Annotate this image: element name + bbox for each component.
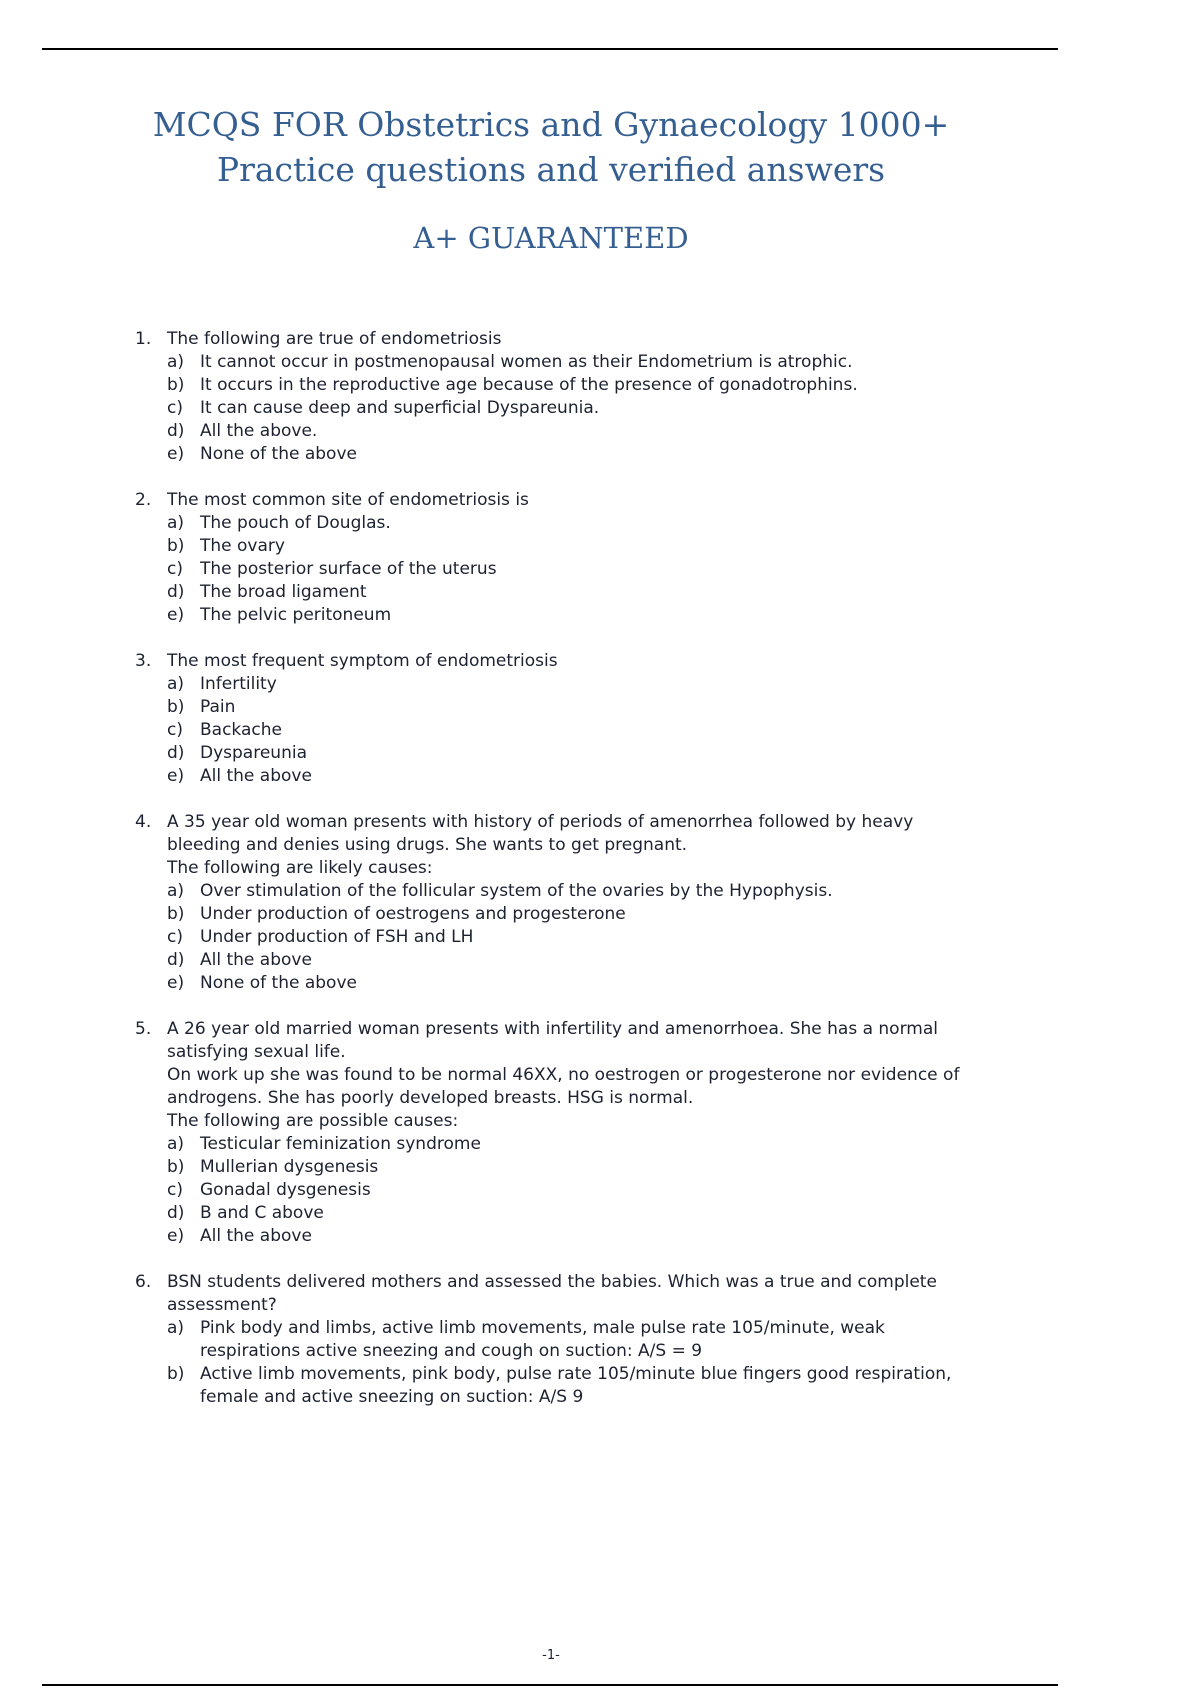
option-row bbox=[167, 903, 970, 926]
question-stem-row bbox=[135, 328, 970, 351]
option-label: b) bbox=[167, 1157, 185, 1177]
option-label: d) bbox=[167, 1203, 185, 1223]
option-row bbox=[167, 972, 970, 995]
option-text: It occurs in the reproductive age because of the presence of gonadotrophins. bbox=[200, 375, 858, 395]
option-label: b) bbox=[167, 904, 185, 924]
option-label: a) bbox=[167, 352, 185, 372]
option-row bbox=[167, 1179, 970, 1202]
option-row bbox=[167, 512, 970, 535]
option-label: a) bbox=[167, 513, 185, 533]
option-row bbox=[167, 604, 970, 627]
option-text: Active limb movements, pink body, pulse rate 105/minute blue fingers good respiration, female and active sneezing on suction: A/S 9 bbox=[200, 1364, 952, 1407]
option-row bbox=[167, 719, 970, 742]
question bbox=[135, 1018, 970, 1248]
question-stem: The following are true of endometriosis bbox=[167, 329, 502, 349]
option-row bbox=[167, 742, 970, 765]
question bbox=[135, 489, 970, 627]
option-text: Pink body and limbs, active limb movements, male pulse rate 105/minute, weak respirations active sneezing and cough on suction: A/S = 9 bbox=[200, 1318, 885, 1361]
option-row bbox=[167, 949, 970, 972]
option-text: None of the above bbox=[200, 444, 357, 464]
option-label: c) bbox=[167, 720, 183, 740]
option-label: e) bbox=[167, 973, 185, 993]
question-stem-row bbox=[135, 811, 970, 857]
option-label: a) bbox=[167, 1134, 185, 1154]
option-list bbox=[167, 880, 970, 995]
question-stem-extra: The following are possible causes: bbox=[167, 1111, 459, 1131]
option-label: e) bbox=[167, 1226, 185, 1246]
question-number: 2. bbox=[135, 490, 152, 510]
question-number: 6. bbox=[135, 1272, 152, 1292]
question-stem-row bbox=[135, 1271, 970, 1317]
option-row bbox=[167, 581, 970, 604]
question-number: 4. bbox=[135, 812, 152, 832]
option-text: Infertility bbox=[200, 674, 277, 694]
option-text: Pain bbox=[200, 697, 236, 717]
option-text: The posterior surface of the uterus bbox=[200, 559, 497, 579]
option-label: b) bbox=[167, 536, 185, 556]
question bbox=[135, 650, 970, 788]
option-label: b) bbox=[167, 697, 185, 717]
option-row bbox=[167, 765, 970, 788]
option-row bbox=[167, 420, 970, 443]
option-text: Over stimulation of the follicular system of the ovaries by the Hypophysis. bbox=[200, 881, 833, 901]
question-stem: A 26 year old married woman presents with infertility and amenorrhoea. She has a normal satisfying sexual life. bbox=[167, 1019, 938, 1062]
option-text: The pelvic peritoneum bbox=[200, 605, 392, 625]
question-stem-extra: On work up she was found to be normal 46XX, no oestrogen or progesterone nor evidence of androgens. She has poorly developed breasts. HSG is normal. bbox=[167, 1065, 960, 1108]
question-stem: A 35 year old woman presents with history of periods of amenorrhea followed by heavy bleeding and denies using drugs. She wants to get pregnant. bbox=[167, 812, 914, 855]
option-text: The ovary bbox=[200, 536, 285, 556]
option-row bbox=[167, 1317, 970, 1363]
option-row bbox=[167, 673, 970, 696]
option-text: All the above. bbox=[200, 421, 318, 441]
option-label: e) bbox=[167, 766, 185, 786]
page-number: -1- bbox=[542, 1648, 560, 1663]
option-text: Backache bbox=[200, 720, 282, 740]
option-list bbox=[167, 1317, 970, 1409]
question bbox=[135, 811, 970, 995]
option-list bbox=[167, 1133, 970, 1248]
option-label: e) bbox=[167, 605, 185, 625]
option-label: b) bbox=[167, 375, 185, 395]
option-row bbox=[167, 1225, 970, 1248]
option-row bbox=[167, 1133, 970, 1156]
option-label: c) bbox=[167, 1180, 183, 1200]
option-row bbox=[167, 1202, 970, 1225]
document-content bbox=[42, 0, 1060, 1432]
document-subtitle: A+ GUARANTEED bbox=[413, 221, 689, 255]
option-label: d) bbox=[167, 582, 185, 602]
option-text: Under production of FSH and LH bbox=[200, 927, 474, 947]
option-row bbox=[167, 535, 970, 558]
question-number: 5. bbox=[135, 1019, 152, 1039]
option-text: All the above bbox=[200, 950, 312, 970]
option-label: b) bbox=[167, 1364, 185, 1384]
question-number: 1. bbox=[135, 329, 152, 349]
option-list bbox=[167, 673, 970, 788]
option-label: a) bbox=[167, 881, 185, 901]
option-label: a) bbox=[167, 674, 185, 694]
title-line-2: Practice questions and verified answers bbox=[216, 150, 886, 189]
option-row bbox=[167, 1363, 970, 1409]
option-row bbox=[167, 696, 970, 719]
option-label: d) bbox=[167, 950, 185, 970]
option-text: None of the above bbox=[200, 973, 357, 993]
option-text: Under production of oestrogens and progesterone bbox=[200, 904, 626, 924]
question-stem-row bbox=[135, 650, 970, 673]
question-list bbox=[135, 328, 970, 1409]
option-row bbox=[167, 374, 970, 397]
option-row bbox=[167, 443, 970, 466]
option-label: d) bbox=[167, 743, 185, 763]
option-text: Testicular feminization syndrome bbox=[200, 1134, 481, 1154]
option-text: Gonadal dysgenesis bbox=[200, 1180, 371, 1200]
option-text: The broad ligament bbox=[200, 582, 367, 602]
option-text: All the above bbox=[200, 1226, 312, 1246]
bottom-rule bbox=[42, 1684, 1058, 1686]
option-label: a) bbox=[167, 1318, 185, 1338]
question-stem: The most frequent symptom of endometriosis bbox=[167, 651, 558, 671]
option-text: All the above bbox=[200, 766, 312, 786]
option-label: d) bbox=[167, 421, 185, 441]
option-label: c) bbox=[167, 398, 183, 418]
option-row bbox=[167, 558, 970, 581]
option-row bbox=[167, 397, 970, 420]
question bbox=[135, 1271, 970, 1409]
question-stem: BSN students delivered mothers and assessed the babies. Which was a true and complete assessment? bbox=[167, 1272, 937, 1315]
option-list bbox=[167, 351, 970, 466]
question-stem: The most common site of endometriosis is bbox=[167, 490, 529, 510]
option-text: The pouch of Douglas. bbox=[200, 513, 391, 533]
question bbox=[135, 328, 970, 466]
option-text: B and C above bbox=[200, 1203, 324, 1223]
option-text: Dyspareunia bbox=[200, 743, 307, 763]
option-row bbox=[167, 1156, 970, 1179]
option-row bbox=[167, 880, 970, 903]
option-row bbox=[167, 926, 970, 949]
question-stem-extra: The following are likely causes: bbox=[167, 858, 433, 878]
option-list bbox=[167, 512, 970, 627]
option-text: Mullerian dysgenesis bbox=[200, 1157, 379, 1177]
option-label: e) bbox=[167, 444, 185, 464]
option-label: c) bbox=[167, 559, 183, 579]
option-label: c) bbox=[167, 927, 183, 947]
title-line-1: MCQS FOR Obstetrics and Gynaecology 1000+ bbox=[152, 105, 950, 144]
document-title bbox=[42, 102, 1060, 192]
option-row bbox=[167, 351, 970, 374]
option-text: It can cause deep and superficial Dyspareunia. bbox=[200, 398, 600, 418]
question-stem-row bbox=[135, 489, 970, 512]
question-stem-row bbox=[135, 1018, 970, 1064]
question-number: 3. bbox=[135, 651, 152, 671]
option-text: It cannot occur in postmenopausal women as their Endometrium is atrophic. bbox=[200, 352, 853, 372]
